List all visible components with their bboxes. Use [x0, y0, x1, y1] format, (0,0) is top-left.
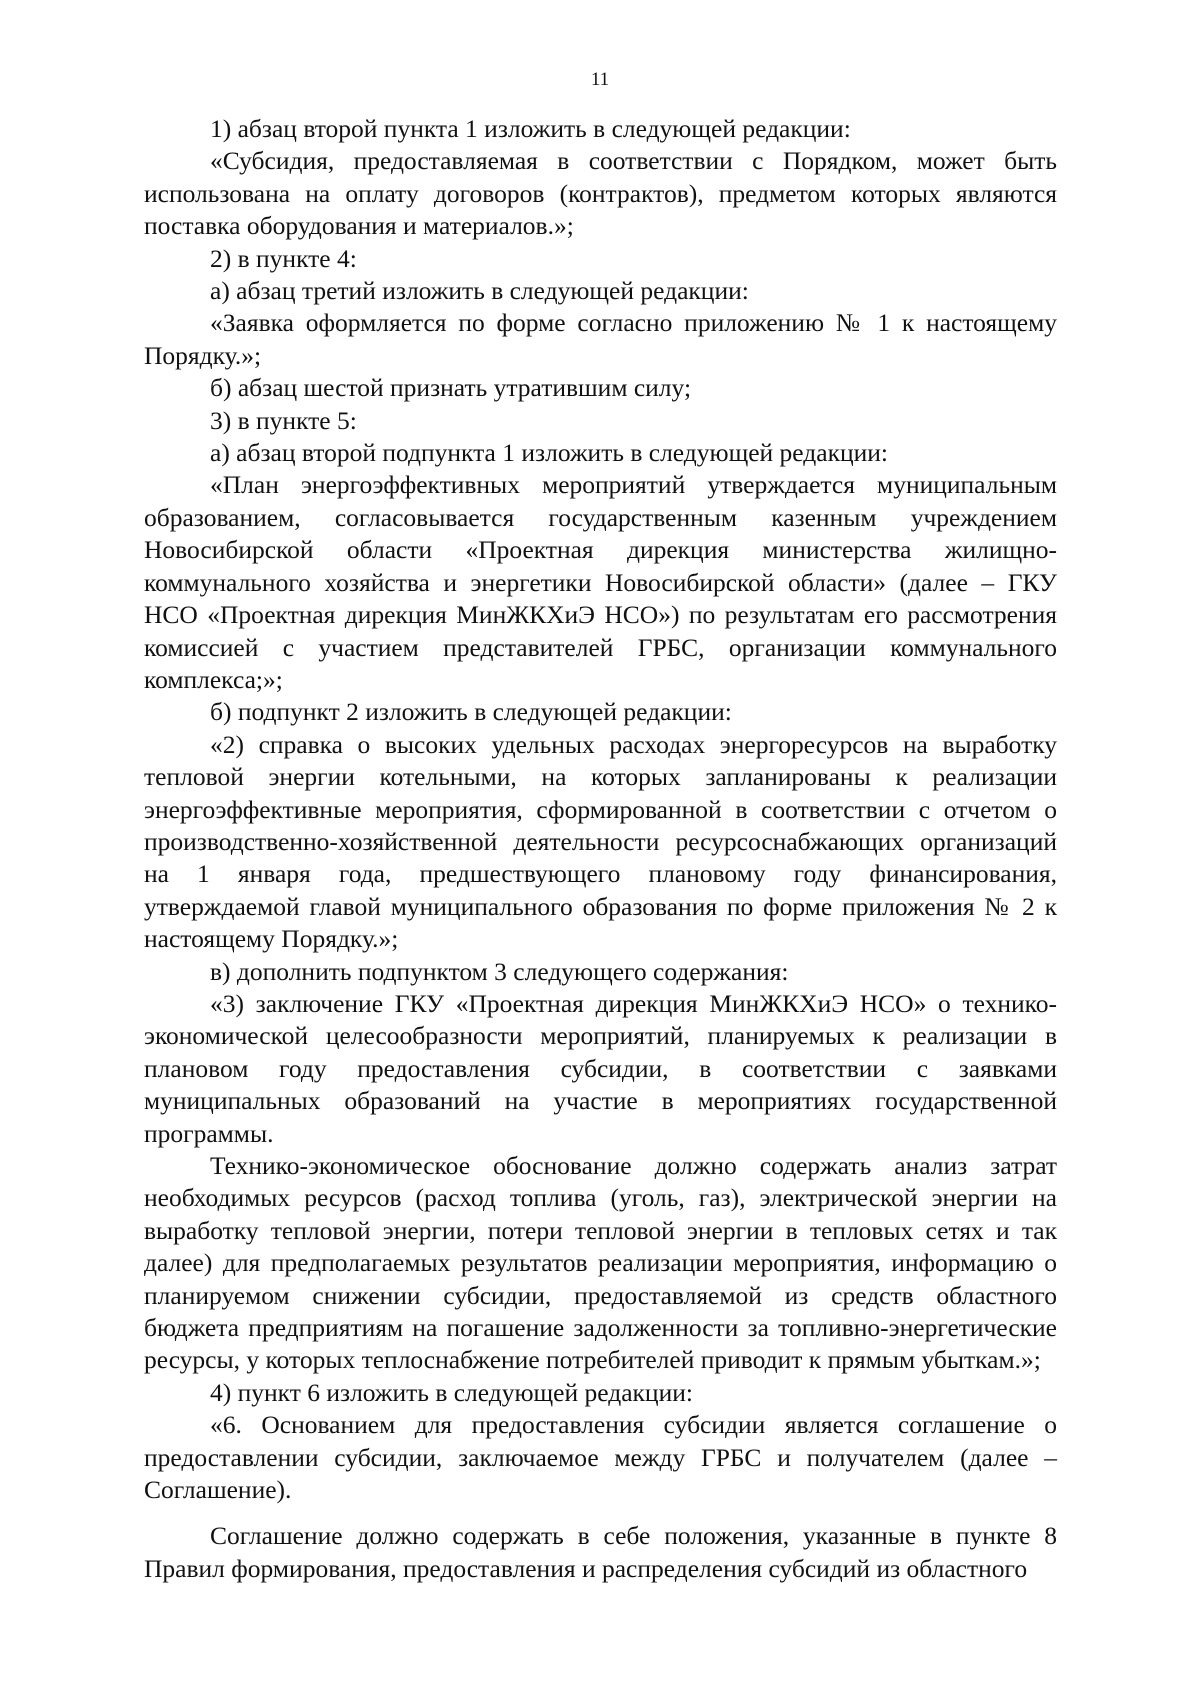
paragraph-5: «Заявка оформляется по форме согласно приложению № 1 к настоящему Порядку.»;: [144, 308, 1057, 370]
paragraph-12: в) дополнить подпунктом 3 следующего содержания:: [210, 956, 789, 986]
paragraph-17: Соглашение должно содержать в себе положения, указанные в пункте 8 Правил формирования, предоставления и распределения субсидий из областного: [144, 1521, 1057, 1583]
paragraph-7: 3) в пункте 5:: [210, 405, 357, 435]
paragraph-4: а) абзац третий изложить в следующей редакции:: [210, 276, 749, 306]
document-body: [144, 113, 1057, 1585]
paragraph-10: б) подпункт 2 изложить в следующей редакции:: [210, 697, 732, 727]
paragraph-2: «Субсидия, предоставляемая в соответствии с Порядком, может быть использована на оплату договоров (контрактов), предметом которых являются поставка оборудования и материалов.»;: [144, 146, 1057, 241]
paragraph-15: 4) пункт 6 изложить в следующей редакции:: [210, 1377, 693, 1407]
paragraph-16: «6. Основанием для предоставления субсидии является соглашение о предоставлении субсидии, заключаемое между ГРБС и получателем (далее – Соглашение).: [144, 1410, 1057, 1505]
paragraph-14: Технико-экономическое обоснование должно содержать анализ затрат необходимых ресурсов (расход топлива (уголь, газ), электрической энергии на выработку тепловой энергии, потери тепловой энергии в тепловых сетях и так далее) для предполагаемых результатов реализации мероприятия, информацию о планируемом снижении субсидии, предоставляемой из средств областного бюджета предприятиям на погашение задолженности за топливно-энергетические ресурсы, у которых теплоснабжение потребителей приводит к прямым убыткам.»;: [144, 1151, 1057, 1375]
paragraph-13: «3) заключение ГКУ «Проектная дирекция МинЖКХиЭ НСО» о технико-экономической целесообразности мероприятий, планируемых к реализации в плановом году предоставления субсидии, в соответствии с заявками муниципальных образований на участие в мероприятиях государственной программы.: [144, 988, 1057, 1148]
paragraph-9: «План энергоэффективных мероприятий утверждается муниципальным образованием, согласовывается государственным казенным учреждением Новосибирской области «Проектная дирекция министерства жилищно-коммунального хозяйства и энергетики Новосибирской области» (далее – ГКУ НСО «Проектная дирекция МинЖКХиЭ НСО») по результатам его рассмотрения комиссией с участием представителей ГРБС, организации коммунального комплекса;»;: [144, 470, 1057, 694]
paragraph-3: 2) в пункте 4:: [210, 243, 357, 273]
page-number: 11: [590, 69, 610, 90]
paragraph-1: 1) абзац второй пункта 1 изложить в следующей редакции:: [210, 114, 851, 143]
paragraph-8: а) абзац второй подпункта 1 изложить в следующей редакции:: [210, 438, 888, 468]
paragraph-11: «2) справка о высоких удельных расходах энергоресурсов на выработку тепловой энергии котельными, на которых запланированы к реализации энергоэффективные мероприятия, сформированной в соответствии с отчетом о производственно-хозяйственной деятельности ресурсоснабжающих организаций на 1 января года, предшествующего плановому году финансирования, утверждаемой главой муниципального образования по форме приложения № 2 к настоящему Порядку.»;: [144, 729, 1057, 954]
paragraph-6: б) абзац шестой признать утратившим силу;: [210, 373, 692, 403]
